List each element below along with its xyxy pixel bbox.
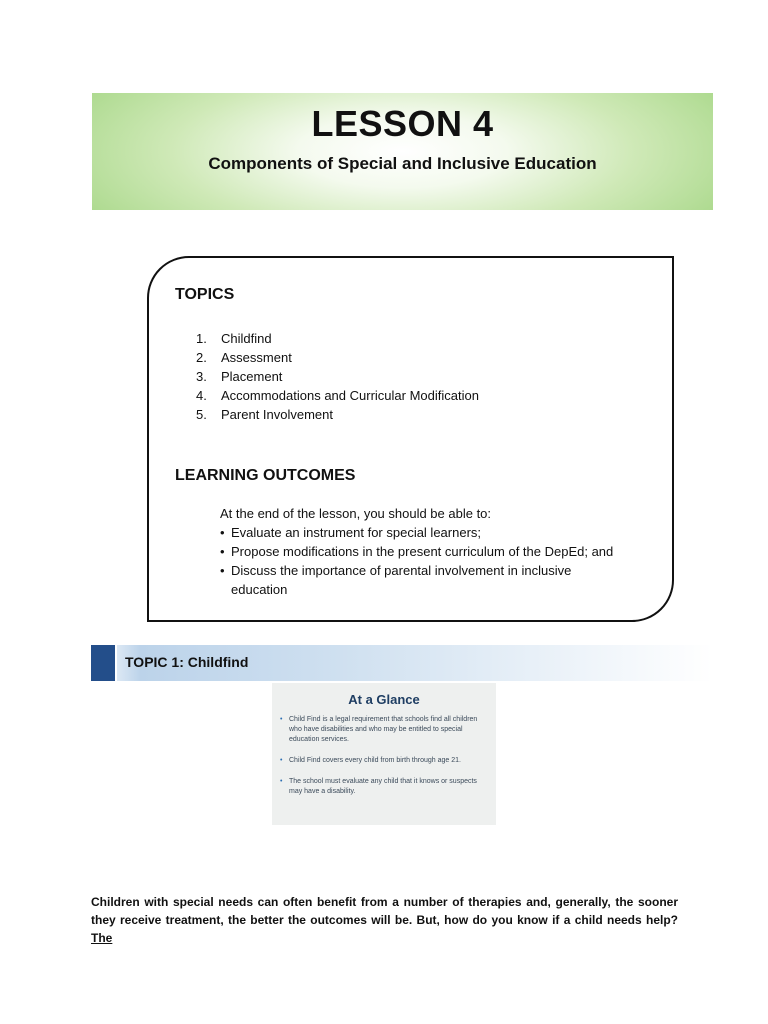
outcomes-intro: At the end of the lesson, you should be able to: — [220, 506, 492, 521]
bullet-icon: • — [280, 716, 283, 723]
topic-label: Placement — [221, 369, 283, 384]
glance-item — [280, 756, 490, 766]
bullet-icon: • — [220, 544, 225, 559]
topic-item — [196, 329, 479, 348]
lesson-subtitle: Components of Special and Inclusive Education — [208, 154, 597, 173]
topic-1-header — [91, 645, 713, 681]
learning-outcomes — [220, 504, 660, 599]
topic-number: 4. — [196, 388, 207, 403]
outcome-text: Discuss the importance of parental involvement in inclusive education — [231, 563, 572, 597]
paragraph-text: Children with special needs can often benefit from a number of therapies and, generally, the sooner they receive treatment, the better the outcomes will be. But, how do you know if a child needs help? — [91, 895, 678, 927]
glance-text: The school must evaluate any child that it knows or suspects may have a disability. — [289, 778, 477, 795]
glance-text: Child Find is a legal requirement that schools find all children who have disabilities and who may be entitled to special education services. — [289, 716, 478, 743]
glance-text: Child Find covers every child from birth through age 21. — [289, 757, 461, 764]
paragraph-link[interactable]: The — [91, 931, 113, 945]
at-a-glance-title: At a Glance — [348, 692, 420, 707]
topics-list — [196, 329, 479, 424]
bullet-icon: • — [220, 563, 225, 578]
glance-item — [280, 715, 490, 745]
topic-accent-block — [91, 645, 115, 681]
bullet-icon: • — [280, 778, 283, 785]
outcome-item — [220, 523, 660, 542]
topic-number: 1. — [196, 331, 207, 346]
topic-number: 3. — [196, 369, 207, 384]
at-a-glance-list — [280, 715, 490, 808]
lesson-title: LESSON 4 — [311, 103, 494, 144]
lesson-banner — [92, 93, 713, 210]
outcome-text: Propose modifications in the present curriculum of the DepEd; and — [231, 544, 614, 559]
topic-label: Childfind — [221, 331, 272, 346]
topic-item — [196, 405, 479, 424]
topic-label: Accommodations and Curricular Modification — [221, 388, 479, 403]
topic-item — [196, 386, 479, 405]
topic-1-label: TOPIC 1: Childfind — [125, 654, 249, 670]
topic-label: Parent Involvement — [221, 407, 334, 422]
topic-accent-separator — [115, 645, 117, 681]
glance-item — [280, 777, 490, 797]
topic-item — [196, 348, 479, 367]
at-a-glance-card — [272, 683, 496, 825]
body-paragraph — [91, 893, 678, 947]
bullet-icon: • — [280, 757, 283, 764]
outcomes-list — [220, 523, 660, 599]
topic-label: Assessment — [221, 350, 292, 365]
outcome-item — [220, 542, 660, 561]
bullet-icon: • — [220, 525, 225, 540]
topics-heading: TOPICS — [175, 286, 235, 303]
topic-number: 2. — [196, 350, 207, 365]
outcome-text: Evaluate an instrument for special learners; — [231, 525, 482, 540]
outcome-item — [220, 561, 660, 599]
learning-outcomes-heading: LEARNING OUTCOMES — [175, 467, 356, 484]
topic-number: 5. — [196, 407, 207, 422]
topic-item — [196, 367, 479, 386]
topics-outcomes-box — [147, 256, 674, 622]
